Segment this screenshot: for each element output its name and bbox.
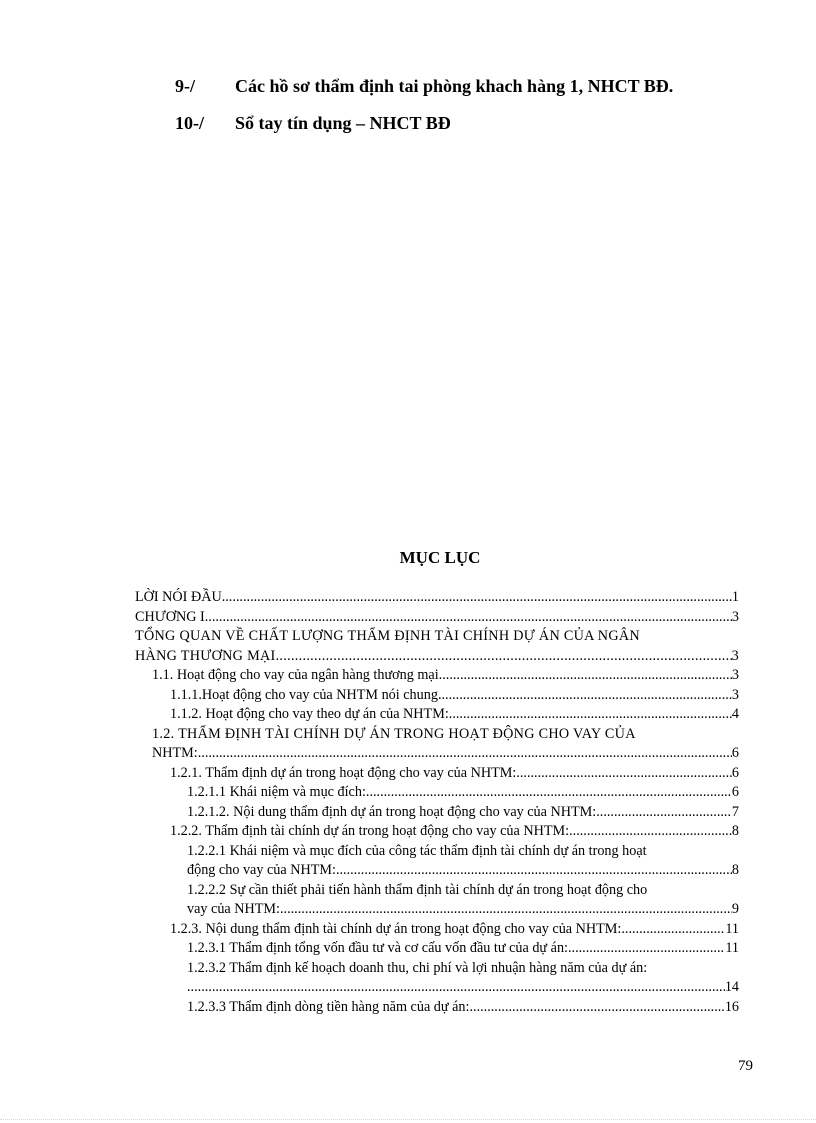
toc-entry-1-2-3-1[interactable] — [135, 939, 739, 959]
toc-entry-text: 1.2.3. Nội dung thẩm định tài chính dự án trong hoạt động cho vay của NHTM: — [170, 920, 622, 937]
toc-entry-text: 1.2.1. Thẩm định dự án trong hoạt động cho vay của NHTM: — [170, 764, 517, 781]
toc-entry-1-2-1[interactable] — [135, 764, 739, 784]
toc-entry-1-2-3-2[interactable] — [135, 978, 739, 998]
toc-entry-1-2[interactable] — [135, 744, 739, 764]
toc-leader — [187, 978, 725, 998]
toc-entry-page: 16 — [724, 998, 739, 1015]
toc-entry-page: 9 — [731, 901, 739, 917]
toc-entry-1-1-1[interactable] — [135, 686, 739, 706]
toc-entry-text: HÀNG THƯƠNG MẠI — [135, 647, 276, 664]
toc-leader — [222, 588, 732, 608]
toc-entry-text: CHƯƠNG I. — [135, 608, 209, 625]
toc-entry-page: 3 — [731, 667, 739, 683]
toc-entry-page: 3 — [731, 608, 739, 625]
toc-entry-text: vay của NHTM: — [187, 901, 280, 917]
toc-entry-chapter-1[interactable] — [135, 608, 739, 628]
toc-leader — [438, 686, 732, 706]
toc-entry-page: 3 — [731, 686, 739, 703]
toc-entry-1-2-3[interactable] — [135, 920, 739, 940]
toc-entry-text: 1.2.3.3 Thẩm định dòng tiền hàng năm của dự án: — [187, 998, 470, 1015]
toc-entry-page: 4 — [731, 706, 739, 722]
toc-entry-page: 3 — [731, 647, 739, 664]
toc-entry-line: TỔNG QUAN VỀ CHẤT LƯỢNG THẨM ĐỊNH TÀI CHÍNH DỰ ÁN CỦA NGÂN — [135, 628, 640, 644]
toc-entry-text: 1.1. Hoạt động cho vay của ngân hàng thương mại. — [152, 667, 443, 683]
toc-leader — [568, 939, 725, 959]
toc-entry-text: 1.2.1.1 Khái niệm và mục đích: — [187, 784, 366, 800]
toc-leader — [280, 900, 732, 920]
toc-entry-1-1-2[interactable] — [135, 705, 739, 725]
toc-leader — [336, 861, 732, 881]
toc-leader — [469, 998, 724, 1018]
toc-leader — [276, 647, 732, 667]
toc-entry-text: 1.2.3.1 Thẩm định tổng vốn đầu tư và cơ cấu vốn đầu tư của dự án: — [187, 940, 568, 956]
table-of-contents — [135, 588, 739, 1017]
toc-leader — [366, 783, 732, 803]
toc-entry-page: 8 — [731, 823, 739, 839]
reference-number: 10-/ — [175, 113, 204, 133]
toc-entry-text: 1.2.1.2. Nội dung thẩm định dự án trong hoạt động cho vay của NHTM: — [187, 803, 597, 820]
toc-leader — [596, 803, 732, 823]
toc-leader — [569, 822, 732, 842]
toc-entry-1-2-2-2[interactable] — [135, 900, 739, 920]
toc-entry-line: 1.2.3.2 Thẩm định kế hoạch doanh thu, chi phí và lợi nhuận hàng năm của dự án: — [187, 959, 648, 976]
toc-entry-page: 8 — [731, 862, 739, 878]
toc-entry-page: 6 — [731, 764, 739, 781]
toc-entry-text: NHTM: — [152, 745, 198, 761]
toc-entry-page: 11 — [725, 940, 739, 956]
toc-entry-line: 1.2. THẨM ĐỊNH TÀI CHÍNH DỰ ÁN TRONG HOẠT ĐỘNG CHO VAY CỦA — [152, 725, 636, 742]
toc-entry-1-2-1-2[interactable] — [135, 803, 739, 823]
toc-entry-1-2-1-1[interactable] — [135, 783, 739, 803]
toc-leader — [516, 764, 732, 784]
toc-entry-text: 1.2.2. Thẩm định tài chính dự án trong hoạt động cho vay của NHTM: — [170, 823, 570, 839]
toc-entry-page: 7 — [731, 803, 739, 820]
toc-entry-line: 1.2.2.1 Khái niệm và mục đích của công tác thẩm định tài chính dự án trong hoạt — [187, 842, 647, 859]
reference-number: 9-/ — [175, 76, 195, 96]
toc-title: MỤC LỤC — [399, 548, 481, 567]
toc-entry-page: 6 — [731, 745, 739, 761]
toc-leader — [198, 744, 732, 764]
toc-entry-1-2-2-1[interactable] — [135, 861, 739, 881]
toc-entry-page: 1 — [731, 589, 739, 605]
toc-entry-text: động cho vay của NHTM: — [187, 862, 336, 878]
toc-entry-line: 1.2.2.2 Sự cần thiết phải tiến hành thẩm định tài chính dự án trong hoạt động cho — [187, 881, 648, 898]
toc-entry-overview[interactable] — [135, 647, 739, 667]
page-bottom-divider — [0, 1119, 816, 1120]
toc-entry-page: 11 — [725, 920, 739, 937]
toc-leader — [621, 920, 725, 940]
toc-leader — [208, 608, 732, 628]
toc-entry-1-1[interactable] — [135, 666, 739, 686]
page-number: 79 — [738, 1058, 753, 1074]
toc-leader — [449, 705, 732, 725]
toc-entry-page: 14 — [724, 979, 739, 995]
toc-entry-preface[interactable] — [135, 588, 739, 608]
reference-item-9 — [175, 76, 673, 97]
reference-text: Các hồ sơ thẩm định tai phòng khach hàng 1, NHCT BĐ. — [235, 76, 674, 96]
reference-text: Sổ tay tín dụng – NHCT BĐ — [235, 113, 451, 133]
toc-entry-text: 1.1.2. Hoạt động cho vay theo dự án của NHTM: — [170, 706, 449, 722]
reference-item-10 — [175, 113, 451, 134]
toc-entry-text: LỜI NÓI ĐẦU — [135, 589, 222, 605]
toc-leader — [442, 666, 732, 686]
toc-entry-1-2-2[interactable] — [135, 822, 739, 842]
toc-entry-text: 1.1.1.Hoạt động cho vay của NHTM nói chung — [170, 686, 438, 703]
toc-entry-page: 6 — [731, 784, 739, 800]
toc-entry-1-2-3-3[interactable] — [135, 998, 739, 1018]
